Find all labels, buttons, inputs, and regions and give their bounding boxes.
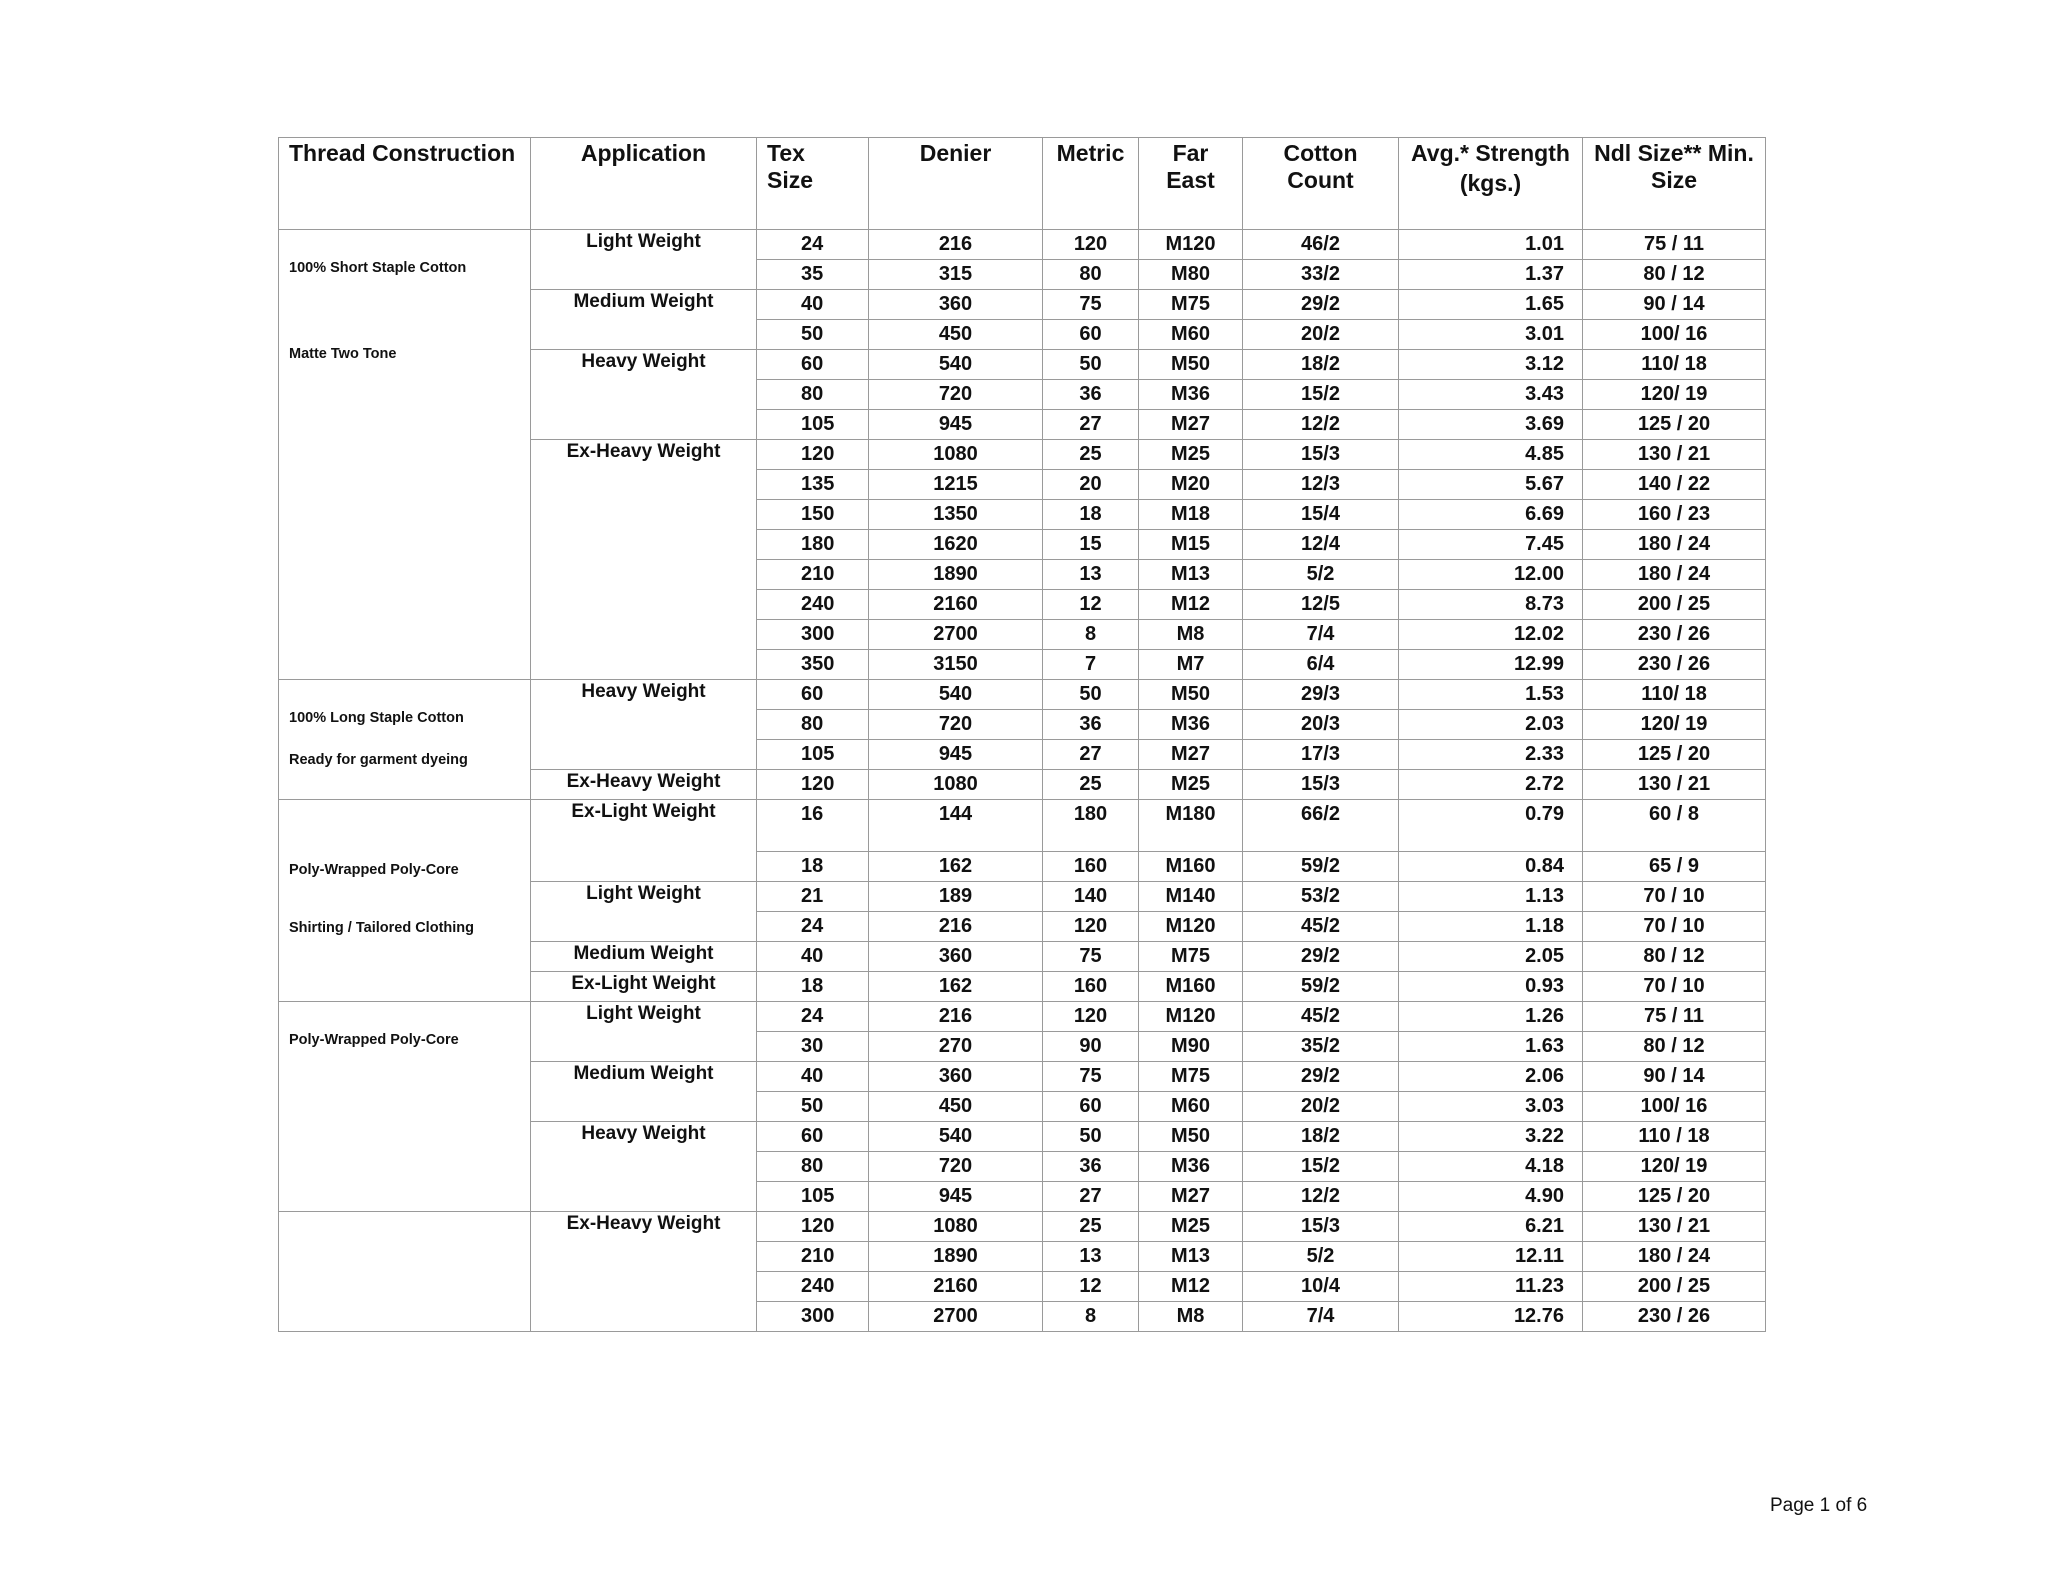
strength-cell: 1.37 [1399, 260, 1583, 290]
far-east-cell: M60 [1139, 320, 1243, 350]
strength-cell: 1.26 [1399, 1002, 1583, 1032]
metric-cell: 60 [1043, 1092, 1139, 1122]
needle-size-cell: 100/ 16 [1583, 1092, 1766, 1122]
far-east-cell: M7 [1139, 650, 1243, 680]
cotton-count-cell: 5/2 [1243, 1242, 1399, 1272]
needle-size-cell: 110 / 18 [1583, 1122, 1766, 1152]
tex-size-cell: 120 [757, 770, 869, 800]
far-east-cell: M27 [1139, 740, 1243, 770]
header-avg-strength: Avg.* Strength (kgs.) [1399, 138, 1583, 230]
strength-cell: 1.13 [1399, 882, 1583, 912]
far-east-cell: M160 [1139, 852, 1243, 882]
needle-size-cell: 140 / 22 [1583, 470, 1766, 500]
tex-size-cell: 30 [757, 1032, 869, 1062]
application-cell: Ex-Heavy Weight [531, 440, 757, 680]
metric-cell: 36 [1043, 380, 1139, 410]
far-east-cell: M18 [1139, 500, 1243, 530]
far-east-cell: M27 [1139, 1182, 1243, 1212]
denier-cell: 216 [869, 230, 1043, 260]
tex-size-cell: 50 [757, 320, 869, 350]
tex-size-cell: 18 [757, 852, 869, 882]
metric-cell: 80 [1043, 260, 1139, 290]
metric-cell: 25 [1043, 1212, 1139, 1242]
far-east-cell: M120 [1139, 912, 1243, 942]
tex-size-cell: 180 [757, 530, 869, 560]
far-east-cell: M60 [1139, 1092, 1243, 1122]
header-row [279, 138, 1766, 230]
construction-label: Matte Two Tone [289, 346, 397, 362]
strength-cell: 8.73 [1399, 590, 1583, 620]
denier-cell: 2700 [869, 1302, 1043, 1332]
cotton-count-cell: 20/2 [1243, 1092, 1399, 1122]
denier-cell: 360 [869, 942, 1043, 972]
far-east-cell: M8 [1139, 620, 1243, 650]
metric-cell: 90 [1043, 1032, 1139, 1062]
cotton-count-cell: 18/2 [1243, 350, 1399, 380]
strength-cell: 2.05 [1399, 942, 1583, 972]
cotton-count-cell: 29/2 [1243, 942, 1399, 972]
needle-size-cell: 80 / 12 [1583, 1032, 1766, 1062]
metric-cell: 8 [1043, 620, 1139, 650]
tex-size-cell: 80 [757, 1152, 869, 1182]
tex-size-cell: 21 [757, 882, 869, 912]
cotton-count-cell: 12/3 [1243, 470, 1399, 500]
tex-size-cell: 120 [757, 1212, 869, 1242]
needle-size-cell: 180 / 24 [1583, 1242, 1766, 1272]
tex-size-cell: 240 [757, 1272, 869, 1302]
needle-size-cell: 125 / 20 [1583, 740, 1766, 770]
far-east-cell: M75 [1139, 290, 1243, 320]
cotton-count-cell: 15/3 [1243, 440, 1399, 470]
tex-size-cell: 16 [757, 800, 869, 852]
construction-label: 100% Long Staple Cotton [289, 710, 464, 726]
far-east-cell: M25 [1139, 1212, 1243, 1242]
header-cotton-count: Cotton Count [1243, 138, 1399, 230]
tex-size-cell: 40 [757, 942, 869, 972]
application-cell: Medium Weight [531, 290, 757, 350]
strength-cell: 7.45 [1399, 530, 1583, 560]
thread-spec-table [278, 137, 1766, 1332]
far-east-cell: M20 [1139, 470, 1243, 500]
header-application: Application [531, 138, 757, 230]
application-cell: Ex-Light Weight [531, 972, 757, 1002]
strength-cell: 2.06 [1399, 1062, 1583, 1092]
strength-cell: 0.84 [1399, 852, 1583, 882]
application-cell: Light Weight [531, 230, 757, 290]
denier-cell: 720 [869, 710, 1043, 740]
cotton-count-cell: 20/3 [1243, 710, 1399, 740]
needle-size-cell: 125 / 20 [1583, 410, 1766, 440]
table-body [279, 230, 1766, 1332]
thread-construction-cell [279, 680, 531, 800]
strength-cell: 1.01 [1399, 230, 1583, 260]
tex-size-cell: 240 [757, 590, 869, 620]
cotton-count-cell: 35/2 [1243, 1032, 1399, 1062]
denier-cell: 162 [869, 972, 1043, 1002]
strength-cell: 12.02 [1399, 620, 1583, 650]
far-east-cell: M50 [1139, 680, 1243, 710]
cotton-count-cell: 7/4 [1243, 1302, 1399, 1332]
cotton-count-cell: 15/2 [1243, 380, 1399, 410]
needle-size-cell: 230 / 26 [1583, 620, 1766, 650]
metric-cell: 27 [1043, 740, 1139, 770]
cotton-count-cell: 15/3 [1243, 770, 1399, 800]
cotton-count-cell: 29/2 [1243, 1062, 1399, 1092]
cotton-count-cell: 53/2 [1243, 882, 1399, 912]
cotton-count-cell: 6/4 [1243, 650, 1399, 680]
needle-size-cell: 120/ 19 [1583, 380, 1766, 410]
cotton-count-cell: 59/2 [1243, 852, 1399, 882]
needle-size-cell: 200 / 25 [1583, 590, 1766, 620]
tex-size-cell: 80 [757, 380, 869, 410]
far-east-cell: M120 [1139, 1002, 1243, 1032]
needle-size-cell: 90 / 14 [1583, 1062, 1766, 1092]
construction-label: 100% Short Staple Cotton [289, 260, 467, 276]
construction-label: Poly-Wrapped Poly-Core [289, 1032, 459, 1048]
strength-cell: 3.69 [1399, 410, 1583, 440]
header-thread-construction: Thread Construction [279, 138, 531, 230]
strength-cell: 3.01 [1399, 320, 1583, 350]
page-number: Page 1 of 6 [1770, 1495, 1868, 1516]
metric-cell: 160 [1043, 852, 1139, 882]
needle-size-cell: 75 / 11 [1583, 230, 1766, 260]
denier-cell: 360 [869, 1062, 1043, 1092]
application-cell: Heavy Weight [531, 680, 757, 770]
metric-cell: 120 [1043, 912, 1139, 942]
needle-size-cell: 160 / 23 [1583, 500, 1766, 530]
metric-cell: 75 [1043, 1062, 1139, 1092]
strength-cell: 12.76 [1399, 1302, 1583, 1332]
needle-size-cell: 130 / 21 [1583, 440, 1766, 470]
strength-cell: 6.69 [1399, 500, 1583, 530]
cotton-count-cell: 5/2 [1243, 560, 1399, 590]
header-tex-size: Tex Size [757, 138, 869, 230]
metric-cell: 7 [1043, 650, 1139, 680]
needle-size-cell: 65 / 9 [1583, 852, 1766, 882]
tex-size-cell: 350 [757, 650, 869, 680]
thread-construction-cell [279, 1002, 531, 1212]
far-east-cell: M15 [1139, 530, 1243, 560]
far-east-cell: M160 [1139, 972, 1243, 1002]
tex-size-cell: 300 [757, 620, 869, 650]
metric-cell: 27 [1043, 410, 1139, 440]
cotton-count-cell: 59/2 [1243, 972, 1399, 1002]
denier-cell: 1890 [869, 1242, 1043, 1272]
cotton-count-cell: 29/2 [1243, 290, 1399, 320]
needle-size-cell: 180 / 24 [1583, 560, 1766, 590]
strength-cell: 12.99 [1399, 650, 1583, 680]
needle-size-cell: 100/ 16 [1583, 320, 1766, 350]
strength-cell: 6.21 [1399, 1212, 1583, 1242]
cotton-count-cell: 45/2 [1243, 912, 1399, 942]
far-east-cell: M12 [1139, 590, 1243, 620]
metric-cell: 36 [1043, 1152, 1139, 1182]
tex-size-cell: 35 [757, 260, 869, 290]
denier-cell: 1080 [869, 440, 1043, 470]
denier-cell: 1890 [869, 560, 1043, 590]
needle-size-cell: 200 / 25 [1583, 1272, 1766, 1302]
needle-size-cell: 60 / 8 [1583, 800, 1766, 852]
strength-cell: 1.65 [1399, 290, 1583, 320]
needle-size-cell: 110/ 18 [1583, 350, 1766, 380]
far-east-cell: M8 [1139, 1302, 1243, 1332]
cotton-count-cell: 66/2 [1243, 800, 1399, 852]
cotton-count-cell: 12/2 [1243, 410, 1399, 440]
construction-label: Ready for garment dyeing [289, 752, 468, 768]
denier-cell: 2700 [869, 620, 1043, 650]
far-east-cell: M75 [1139, 1062, 1243, 1092]
far-east-cell: M75 [1139, 942, 1243, 972]
needle-size-cell: 80 / 12 [1583, 260, 1766, 290]
cotton-count-cell: 7/4 [1243, 620, 1399, 650]
header-far-east: Far East [1139, 138, 1243, 230]
far-east-cell: M27 [1139, 410, 1243, 440]
cotton-count-cell: 15/2 [1243, 1152, 1399, 1182]
tex-size-cell: 210 [757, 1242, 869, 1272]
denier-cell: 2160 [869, 590, 1043, 620]
strength-cell: 4.90 [1399, 1182, 1583, 1212]
cotton-count-cell: 10/4 [1243, 1272, 1399, 1302]
metric-cell: 15 [1043, 530, 1139, 560]
metric-cell: 12 [1043, 590, 1139, 620]
tex-size-cell: 120 [757, 440, 869, 470]
strength-cell: 0.93 [1399, 972, 1583, 1002]
metric-cell: 140 [1043, 882, 1139, 912]
strength-cell: 2.03 [1399, 710, 1583, 740]
needle-size-cell: 70 / 10 [1583, 972, 1766, 1002]
far-east-cell: M25 [1139, 440, 1243, 470]
strength-cell: 1.18 [1399, 912, 1583, 942]
application-cell: Ex-Heavy Weight [531, 1212, 757, 1332]
needle-size-cell: 125 / 20 [1583, 1182, 1766, 1212]
metric-cell: 8 [1043, 1302, 1139, 1332]
needle-size-cell: 110/ 18 [1583, 680, 1766, 710]
application-cell: Ex-Light Weight [531, 800, 757, 882]
needle-size-cell: 130 / 21 [1583, 1212, 1766, 1242]
denier-cell: 450 [869, 320, 1043, 350]
denier-cell: 315 [869, 260, 1043, 290]
cotton-count-cell: 33/2 [1243, 260, 1399, 290]
tex-size-cell: 300 [757, 1302, 869, 1332]
tex-size-cell: 24 [757, 230, 869, 260]
cotton-count-cell: 29/3 [1243, 680, 1399, 710]
cotton-count-cell: 18/2 [1243, 1122, 1399, 1152]
strength-cell: 0.79 [1399, 800, 1583, 852]
far-east-cell: M120 [1139, 230, 1243, 260]
strength-cell: 3.43 [1399, 380, 1583, 410]
tex-size-cell: 105 [757, 410, 869, 440]
construction-label: Poly-Wrapped Poly-Core [289, 862, 459, 878]
far-east-cell: M90 [1139, 1032, 1243, 1062]
metric-cell: 120 [1043, 1002, 1139, 1032]
metric-cell: 20 [1043, 470, 1139, 500]
strength-cell: 1.63 [1399, 1032, 1583, 1062]
denier-cell: 720 [869, 1152, 1043, 1182]
strength-cell: 12.11 [1399, 1242, 1583, 1272]
header-metric: Metric [1043, 138, 1139, 230]
table-row [279, 230, 1766, 260]
needle-size-cell: 70 / 10 [1583, 882, 1766, 912]
strength-cell: 3.03 [1399, 1092, 1583, 1122]
header-needle-size: Ndl Size** Min. Size [1583, 138, 1766, 230]
denier-cell: 144 [869, 800, 1043, 852]
table-row [279, 1002, 1766, 1032]
cotton-count-cell: 45/2 [1243, 1002, 1399, 1032]
needle-size-cell: 180 / 24 [1583, 530, 1766, 560]
denier-cell: 1215 [869, 470, 1043, 500]
needle-size-cell: 230 / 26 [1583, 1302, 1766, 1332]
tex-size-cell: 60 [757, 1122, 869, 1152]
strength-cell: 1.53 [1399, 680, 1583, 710]
needle-size-cell: 120/ 19 [1583, 710, 1766, 740]
denier-cell: 2160 [869, 1272, 1043, 1302]
tex-size-cell: 50 [757, 1092, 869, 1122]
header-denier: Denier [869, 138, 1043, 230]
cotton-count-cell: 17/3 [1243, 740, 1399, 770]
metric-cell: 60 [1043, 320, 1139, 350]
far-east-cell: M36 [1139, 1152, 1243, 1182]
cotton-count-cell: 20/2 [1243, 320, 1399, 350]
denier-cell: 216 [869, 912, 1043, 942]
far-east-cell: M50 [1139, 350, 1243, 380]
application-cell: Light Weight [531, 882, 757, 942]
denier-cell: 720 [869, 380, 1043, 410]
thread-construction-cell [279, 1212, 531, 1332]
denier-cell: 540 [869, 1122, 1043, 1152]
denier-cell: 450 [869, 1092, 1043, 1122]
tex-size-cell: 135 [757, 470, 869, 500]
metric-cell: 50 [1043, 1122, 1139, 1152]
strength-cell: 4.18 [1399, 1152, 1583, 1182]
cotton-count-cell: 12/4 [1243, 530, 1399, 560]
metric-cell: 12 [1043, 1272, 1139, 1302]
far-east-cell: M50 [1139, 1122, 1243, 1152]
strength-cell: 5.67 [1399, 470, 1583, 500]
far-east-cell: M36 [1139, 380, 1243, 410]
far-east-cell: M140 [1139, 882, 1243, 912]
metric-cell: 18 [1043, 500, 1139, 530]
needle-size-cell: 120/ 19 [1583, 1152, 1766, 1182]
tex-size-cell: 24 [757, 912, 869, 942]
cotton-count-cell: 12/5 [1243, 590, 1399, 620]
strength-cell: 2.72 [1399, 770, 1583, 800]
strength-cell: 4.85 [1399, 440, 1583, 470]
metric-cell: 36 [1043, 710, 1139, 740]
far-east-cell: M36 [1139, 710, 1243, 740]
needle-size-cell: 90 / 14 [1583, 290, 1766, 320]
metric-cell: 13 [1043, 1242, 1139, 1272]
strength-cell: 11.23 [1399, 1272, 1583, 1302]
tex-size-cell: 80 [757, 710, 869, 740]
application-cell: Ex-Heavy Weight [531, 770, 757, 800]
table-row [279, 800, 1766, 852]
metric-cell: 75 [1043, 290, 1139, 320]
far-east-cell: M25 [1139, 770, 1243, 800]
far-east-cell: M13 [1139, 1242, 1243, 1272]
strength-cell: 2.33 [1399, 740, 1583, 770]
denier-cell: 189 [869, 882, 1043, 912]
tex-size-cell: 40 [757, 290, 869, 320]
cotton-count-cell: 15/4 [1243, 500, 1399, 530]
strength-cell: 3.22 [1399, 1122, 1583, 1152]
metric-cell: 13 [1043, 560, 1139, 590]
denier-cell: 3150 [869, 650, 1043, 680]
cotton-count-cell: 46/2 [1243, 230, 1399, 260]
application-cell: Heavy Weight [531, 1122, 757, 1212]
denier-cell: 540 [869, 350, 1043, 380]
application-cell: Medium Weight [531, 942, 757, 972]
far-east-cell: M12 [1139, 1272, 1243, 1302]
tex-size-cell: 210 [757, 560, 869, 590]
metric-cell: 25 [1043, 770, 1139, 800]
metric-cell: 120 [1043, 230, 1139, 260]
tex-size-cell: 60 [757, 680, 869, 710]
table-row [279, 680, 1766, 710]
denier-cell: 1080 [869, 770, 1043, 800]
metric-cell: 50 [1043, 680, 1139, 710]
denier-cell: 945 [869, 410, 1043, 440]
tex-size-cell: 105 [757, 740, 869, 770]
denier-cell: 162 [869, 852, 1043, 882]
metric-cell: 180 [1043, 800, 1139, 852]
metric-cell: 75 [1043, 942, 1139, 972]
tex-size-cell: 60 [757, 350, 869, 380]
thread-construction-cell [279, 230, 531, 680]
tex-size-cell: 105 [757, 1182, 869, 1212]
far-east-cell: M13 [1139, 560, 1243, 590]
metric-cell: 160 [1043, 972, 1139, 1002]
strength-cell: 3.12 [1399, 350, 1583, 380]
denier-cell: 1350 [869, 500, 1043, 530]
metric-cell: 27 [1043, 1182, 1139, 1212]
cotton-count-cell: 15/3 [1243, 1212, 1399, 1242]
table-row [279, 1212, 1766, 1242]
needle-size-cell: 70 / 10 [1583, 912, 1766, 942]
thread-construction-cell [279, 800, 531, 1002]
needle-size-cell: 230 / 26 [1583, 650, 1766, 680]
denier-cell: 270 [869, 1032, 1043, 1062]
construction-label: Shirting / Tailored Clothing [289, 920, 474, 936]
denier-cell: 1620 [869, 530, 1043, 560]
far-east-cell: M180 [1139, 800, 1243, 852]
denier-cell: 540 [869, 680, 1043, 710]
tex-size-cell: 150 [757, 500, 869, 530]
far-east-cell: M80 [1139, 260, 1243, 290]
application-cell: Light Weight [531, 1002, 757, 1062]
metric-cell: 25 [1043, 440, 1139, 470]
application-cell: Heavy Weight [531, 350, 757, 440]
metric-cell: 50 [1043, 350, 1139, 380]
strength-cell: 12.00 [1399, 560, 1583, 590]
denier-cell: 945 [869, 1182, 1043, 1212]
needle-size-cell: 80 / 12 [1583, 942, 1766, 972]
tex-size-cell: 40 [757, 1062, 869, 1092]
tex-size-cell: 24 [757, 1002, 869, 1032]
application-cell: Medium Weight [531, 1062, 757, 1122]
denier-cell: 360 [869, 290, 1043, 320]
denier-cell: 1080 [869, 1212, 1043, 1242]
needle-size-cell: 130 / 21 [1583, 770, 1766, 800]
denier-cell: 216 [869, 1002, 1043, 1032]
needle-size-cell: 75 / 11 [1583, 1002, 1766, 1032]
tex-size-cell: 18 [757, 972, 869, 1002]
denier-cell: 945 [869, 740, 1043, 770]
cotton-count-cell: 12/2 [1243, 1182, 1399, 1212]
